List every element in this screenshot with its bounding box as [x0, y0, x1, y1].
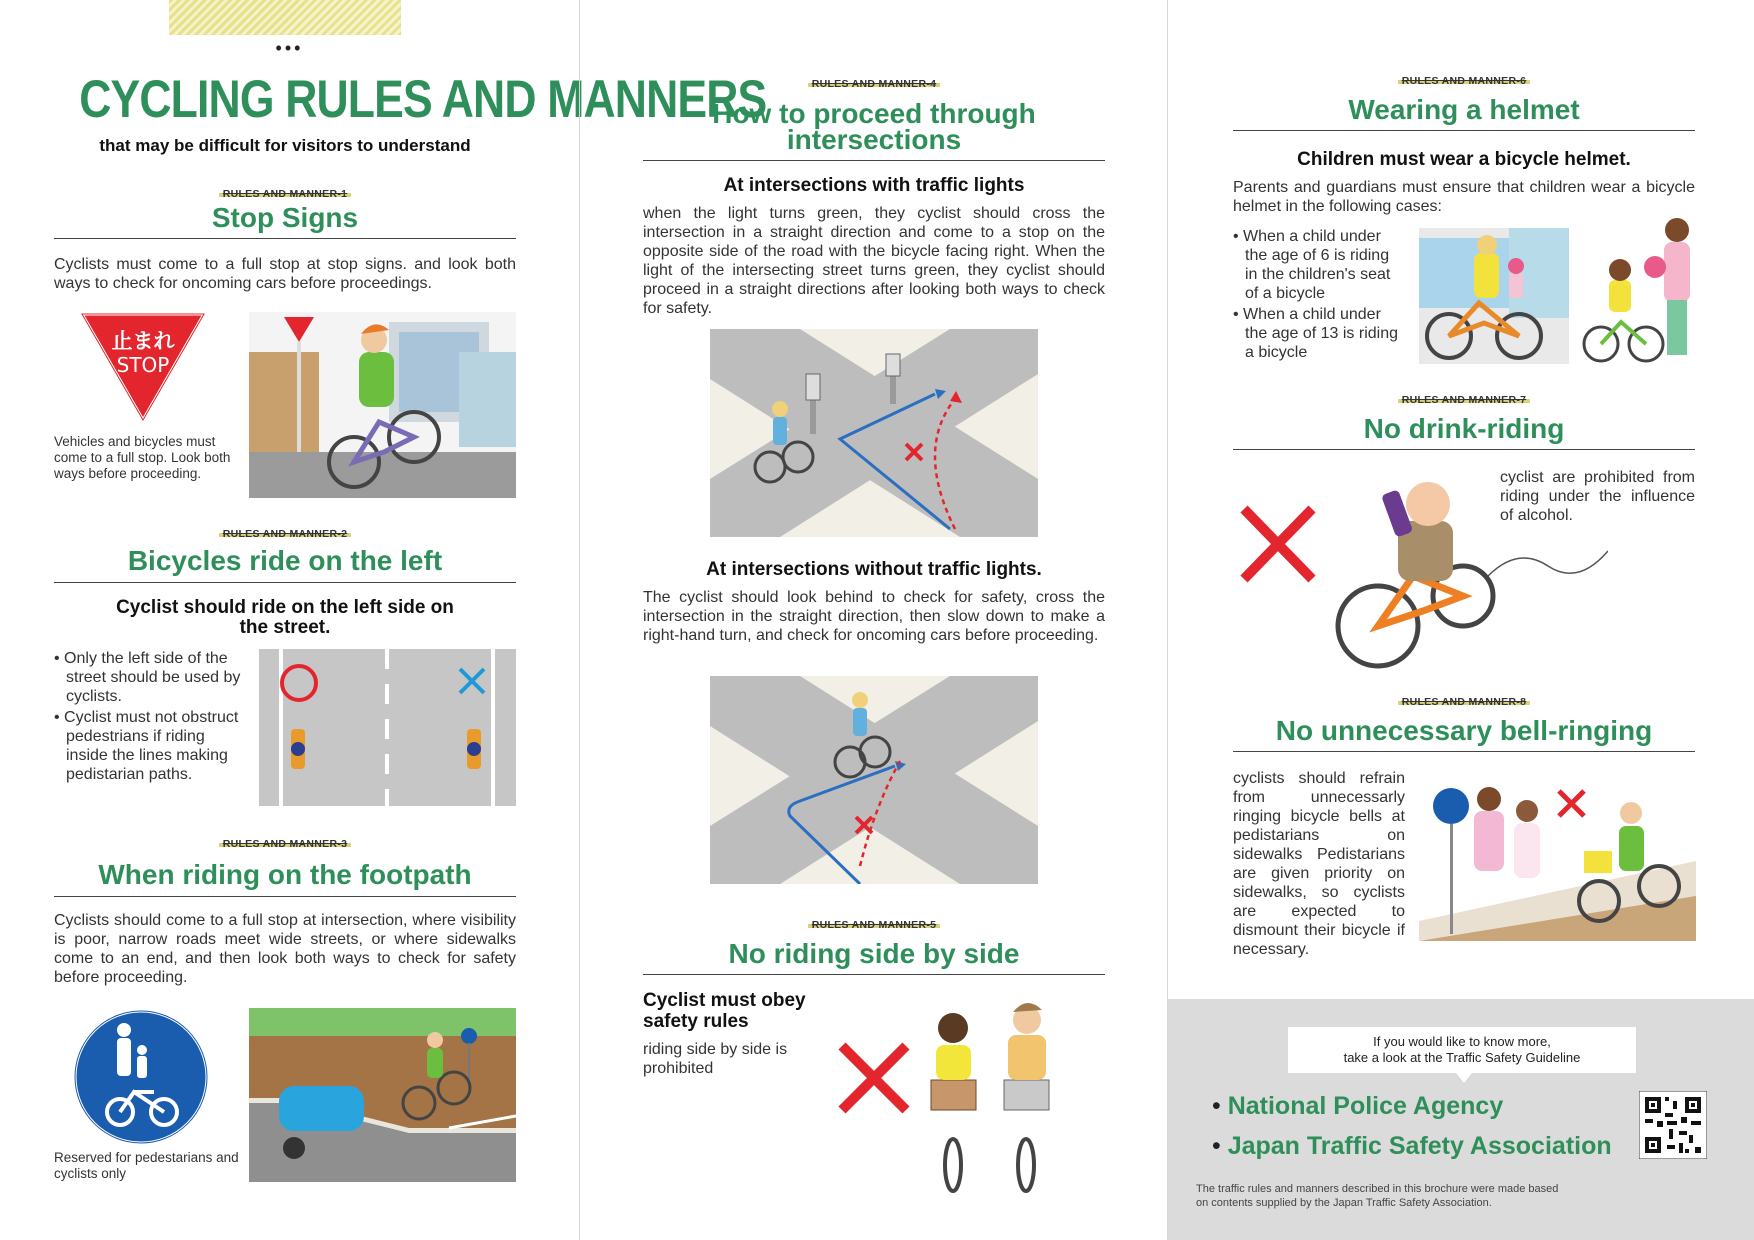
link-japan-traffic-safety-association[interactable]: • Japan Traffic Safety Association [1212, 1132, 1612, 1160]
intersection-with-lights-illustration [710, 329, 1038, 537]
callout-box [1288, 1027, 1636, 1073]
left-side-road-illustration [259, 649, 516, 806]
rule4-body1: when the light turns green, they cyclist should cross the intersection in a straight direction and come to a stop on the opposite side of the road with the bicycle facing right. When the light of the intersecting street turns green, they cyclist should proceed in a straight directions after looking both ways to check for safety. [643, 205, 1105, 317]
rule6-bullets [1233, 227, 1403, 364]
list-item: • When a child under the age of 13 is riding a bicycle [1233, 305, 1403, 362]
rule3-caption: Reserved for pedestarians and cyclists only [54, 1150, 239, 1181]
footer-panel [1168, 999, 1754, 1240]
list-item: • Cyclist must not obstruct pedestrians if riding inside the lines making pedistarian paths. [54, 708, 244, 784]
rule3-body: Cyclists should come to a full stop at intersection, where visibility is poor, narrow roads meet wide streets, or where sidewalks come to an end, and then look both ways to check for safety before proceeding. [54, 912, 516, 986]
rule7-title: No drink-riding [1363, 413, 1565, 444]
header-hatch [169, 0, 401, 35]
rule6-divider [1233, 130, 1695, 131]
pedestrian-cyclist-sign-icon [72, 1008, 210, 1146]
footer-note-line1: The traffic rules and manners described in this brochure were made based [1196, 1183, 1559, 1195]
rule6-title: Wearing a helmet [1348, 94, 1580, 125]
rule5-kicker: RULES AND MANNER-5 [643, 919, 1105, 931]
rule6-kicker: RULES AND MANNER-6 [1233, 75, 1695, 87]
rule5-divider [643, 974, 1105, 975]
list-item: • When a child under the age of 6 is riding in the children's seat of a bicycle [1233, 227, 1403, 303]
rule8-body: cyclists should refrain from unnecessarly ringing bicycle bells at pedistarians on sidewalks Pedistarians are given priority on sidewalks, so cyclists are expected to dismount their bicycle if necessary. [1233, 770, 1405, 958]
rule2-divider [54, 582, 516, 583]
rule6-subtitle: Children must wear a bicycle helmet. [1297, 149, 1631, 170]
rule4-body2: The cyclist should look behind to check for safety, cross the intersection in the straight direction, then slow down to make a right-hand turn, and check for oncoming cars before proceeding. [643, 589, 1105, 644]
rule8-kicker: RULES AND MANNER-8 [1233, 696, 1695, 708]
rule1-caption: Vehicles and bicycles must come to a full stop. Look both ways before proceeding. [54, 434, 231, 481]
prohibited-cross-icon [834, 1038, 914, 1118]
stop-sign-en: STOP [116, 353, 170, 377]
rule2-bullets [54, 649, 244, 786]
rule8-divider [1233, 751, 1695, 752]
list-item: • Only the left side of the street should be used by cyclists. [54, 649, 244, 706]
rule1-kicker: RULES AND MANNER-1 [54, 188, 516, 200]
footer-note-line2: on contents supplied by the Japan Traffic Safety Association. [1196, 1197, 1492, 1209]
helmet-child-seat-illustration [1419, 228, 1569, 364]
intersection-without-lights-illustration [710, 676, 1038, 884]
rule7-divider [1233, 449, 1695, 450]
rule2-subtitle: Cyclist should ride on the left side on the street. [116, 597, 454, 638]
link-national-police-agency[interactable]: • National Police Agency [1212, 1092, 1504, 1120]
rule6-body: Parents and guardians must ensure that children wear a bicycle helmet in the following cases: [1233, 179, 1695, 215]
rule1-divider [54, 238, 516, 239]
rule4-title-line1: How to proceed through [712, 98, 1036, 129]
rule5-subtitle: Cyclist must obey safety rules [643, 990, 806, 1032]
rule4-divider [643, 160, 1105, 161]
rule2-title: Bicycles ride on the left [127, 545, 443, 576]
stop-sign-icon [78, 310, 208, 425]
callout-line1: If you would like to know more, [1373, 1034, 1551, 1049]
helmet-child-mother-illustration [1571, 212, 1696, 364]
panel-middle [579, 0, 1167, 1240]
footer-note [1196, 1182, 1736, 1210]
panel-right [1167, 0, 1754, 1240]
main-subtitle: that may be difficult for visitors to understand [99, 136, 471, 155]
rule5-title: No riding side by side [728, 938, 1020, 969]
bell-ringing-illustration [1419, 771, 1696, 941]
rule7-body: cyclist are prohibited from riding under the influence of alcohol. [1500, 469, 1695, 524]
rule5-body: riding side by side is prohibited [643, 1041, 788, 1077]
qr-code-icon[interactable] [1639, 1091, 1707, 1159]
rule2-kicker: RULES AND MANNER-2 [54, 528, 516, 540]
rule4-title-line2: intersections [786, 124, 962, 155]
rule3-title: When riding on the footpath [98, 859, 472, 890]
prohibited-cross-icon [1238, 503, 1318, 585]
rule1-body: Cyclists must come to a full stop at stop signs. and look both ways to check for oncoming cars before proceedings. [54, 256, 516, 292]
main-title: CYCLING RULES AND MANNERS [79, 70, 767, 129]
rule4-sub2: At intersections without traffic lights. [706, 559, 1042, 580]
stop-sign-cyclist-illustration [249, 312, 516, 498]
rule7-kicker: RULES AND MANNER-7 [1233, 394, 1695, 406]
rule8-title: No unnecessary bell-ringing [1275, 715, 1653, 746]
rule4-sub1: At intersections with traffic lights [723, 175, 1025, 196]
stop-sign-jp: 止まれ [111, 329, 175, 353]
rule3-kicker: RULES AND MANNER-3 [54, 838, 516, 850]
callout-tail [1456, 1073, 1472, 1083]
rule4-kicker: RULES AND MANNER-4 [643, 78, 1105, 90]
dots: ••• [275, 38, 304, 58]
side-by-side-cyclists-illustration [916, 990, 1066, 1195]
rule1-title: Stop Signs [211, 202, 359, 233]
callout-line2: take a look at the Traffic Safety Guideline [1343, 1050, 1581, 1065]
footpath-illustration [249, 1008, 516, 1182]
rule3-divider [54, 896, 516, 897]
